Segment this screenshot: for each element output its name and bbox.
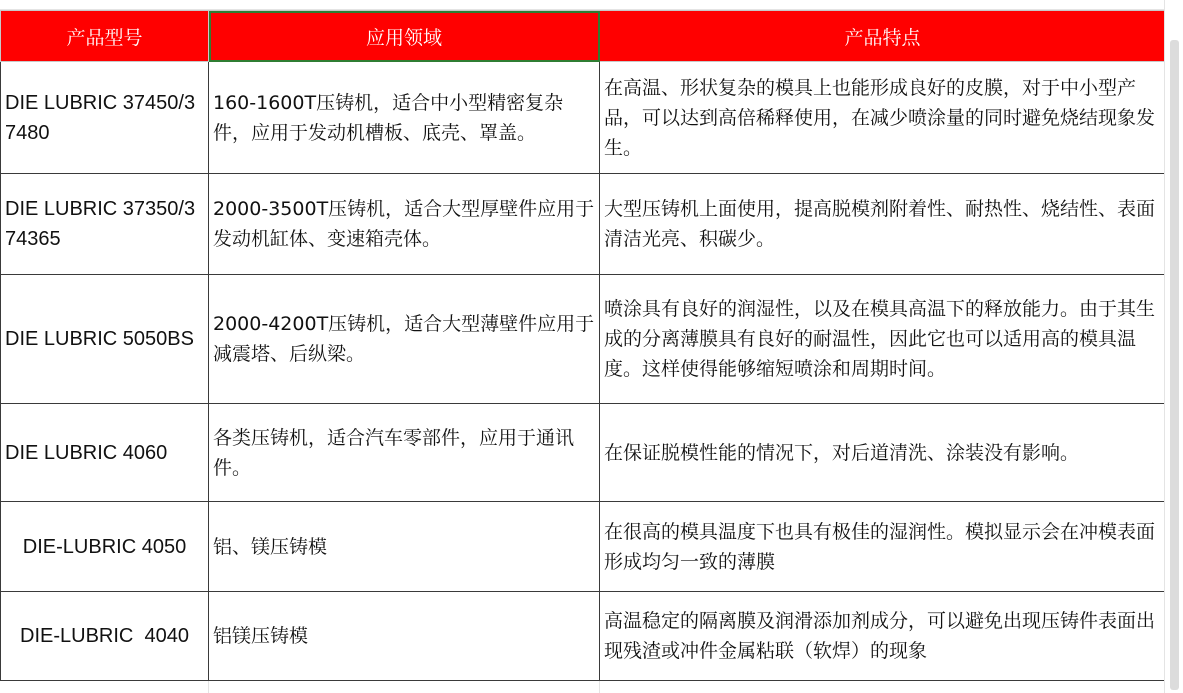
cell-model[interactable]: DIE LUBRIC 37450/37480 bbox=[1, 62, 209, 174]
cell-model[interactable]: DIE-LUBRIC 4040 bbox=[1, 592, 209, 681]
header-product-features[interactable]: 产品特点 bbox=[600, 11, 1166, 62]
cell-application[interactable]: 160-1600T压铸机，适合中小型精密复杂件，应用于发动机槽板、底壳、罩盖。 bbox=[209, 62, 600, 174]
cell-application[interactable]: 铝、镁压铸模 bbox=[209, 502, 600, 592]
cell-application[interactable]: 2000-4200T压铸机，适合大型薄壁件应用于减震塔、后纵梁。 bbox=[209, 275, 600, 404]
cell-features[interactable]: 大型压铸机上面使用，提高脱模剂附着性、耐热性、烧结性、表面清洁光亮、积碳少。 bbox=[600, 174, 1166, 275]
column-gridline bbox=[599, 681, 600, 693]
cell-application[interactable]: 铝镁压铸模 bbox=[209, 592, 600, 681]
product-table bbox=[0, 10, 1166, 681]
header-application-field[interactable]: 应用领域 bbox=[209, 11, 600, 62]
column-gridline-strip bbox=[0, 0, 1183, 10]
cell-features[interactable]: 喷涂具有良好的润湿性，以及在模具高温下的释放能力。由于其生成的分离薄膜具有良好的耐温性，因此它也可以适用高的模具温度。这样使得能够缩短喷涂和周期时间。 bbox=[600, 275, 1166, 404]
cell-features[interactable]: 高温稳定的隔离膜及润滑添加剂成分，可以避免出现压铸件表面出现残渣或冲件金属粘联（软焊）的现象 bbox=[600, 592, 1166, 681]
scrollbar-thumb[interactable] bbox=[1170, 40, 1179, 690]
header-product-model[interactable]: 产品型号 bbox=[1, 11, 209, 62]
cell-model[interactable]: DIE LUBRIC 4060 bbox=[1, 404, 209, 502]
table-row bbox=[1, 275, 1166, 404]
table-row bbox=[1, 592, 1166, 681]
cell-features[interactable]: 在保证脱模性能的情况下，对后道清洗、涂装没有影响。 bbox=[600, 404, 1166, 502]
table-row bbox=[1, 174, 1166, 275]
cell-model[interactable]: DIE LUBRIC 37350/374365 bbox=[1, 174, 209, 275]
table-row bbox=[1, 502, 1166, 592]
cell-features[interactable]: 在高温、形状复杂的模具上也能形成良好的皮膜，对于中小型产品，可以达到高倍稀释使用，在减少喷涂量的同时避免烧结现象发生。 bbox=[600, 62, 1166, 174]
cell-application[interactable]: 2000-3500T压铸机，适合大型厚壁件应用于发动机缸体、变速箱壳体。 bbox=[209, 174, 600, 275]
cell-application[interactable]: 各类压铸机，适合汽车零部件，应用于通讯件。 bbox=[209, 404, 600, 502]
cell-features[interactable]: 在很高的模具温度下也具有极佳的湿润性。模拟显示会在冲模表面形成均匀一致的薄膜 bbox=[600, 502, 1166, 592]
header-row bbox=[1, 11, 1166, 62]
cell-model[interactable]: DIE LUBRIC 5050BS bbox=[1, 275, 209, 404]
table-row bbox=[1, 62, 1166, 174]
cell-model[interactable]: DIE-LUBRIC 4050 bbox=[1, 502, 209, 592]
table-row bbox=[1, 404, 1166, 502]
column-gridline bbox=[208, 681, 209, 693]
